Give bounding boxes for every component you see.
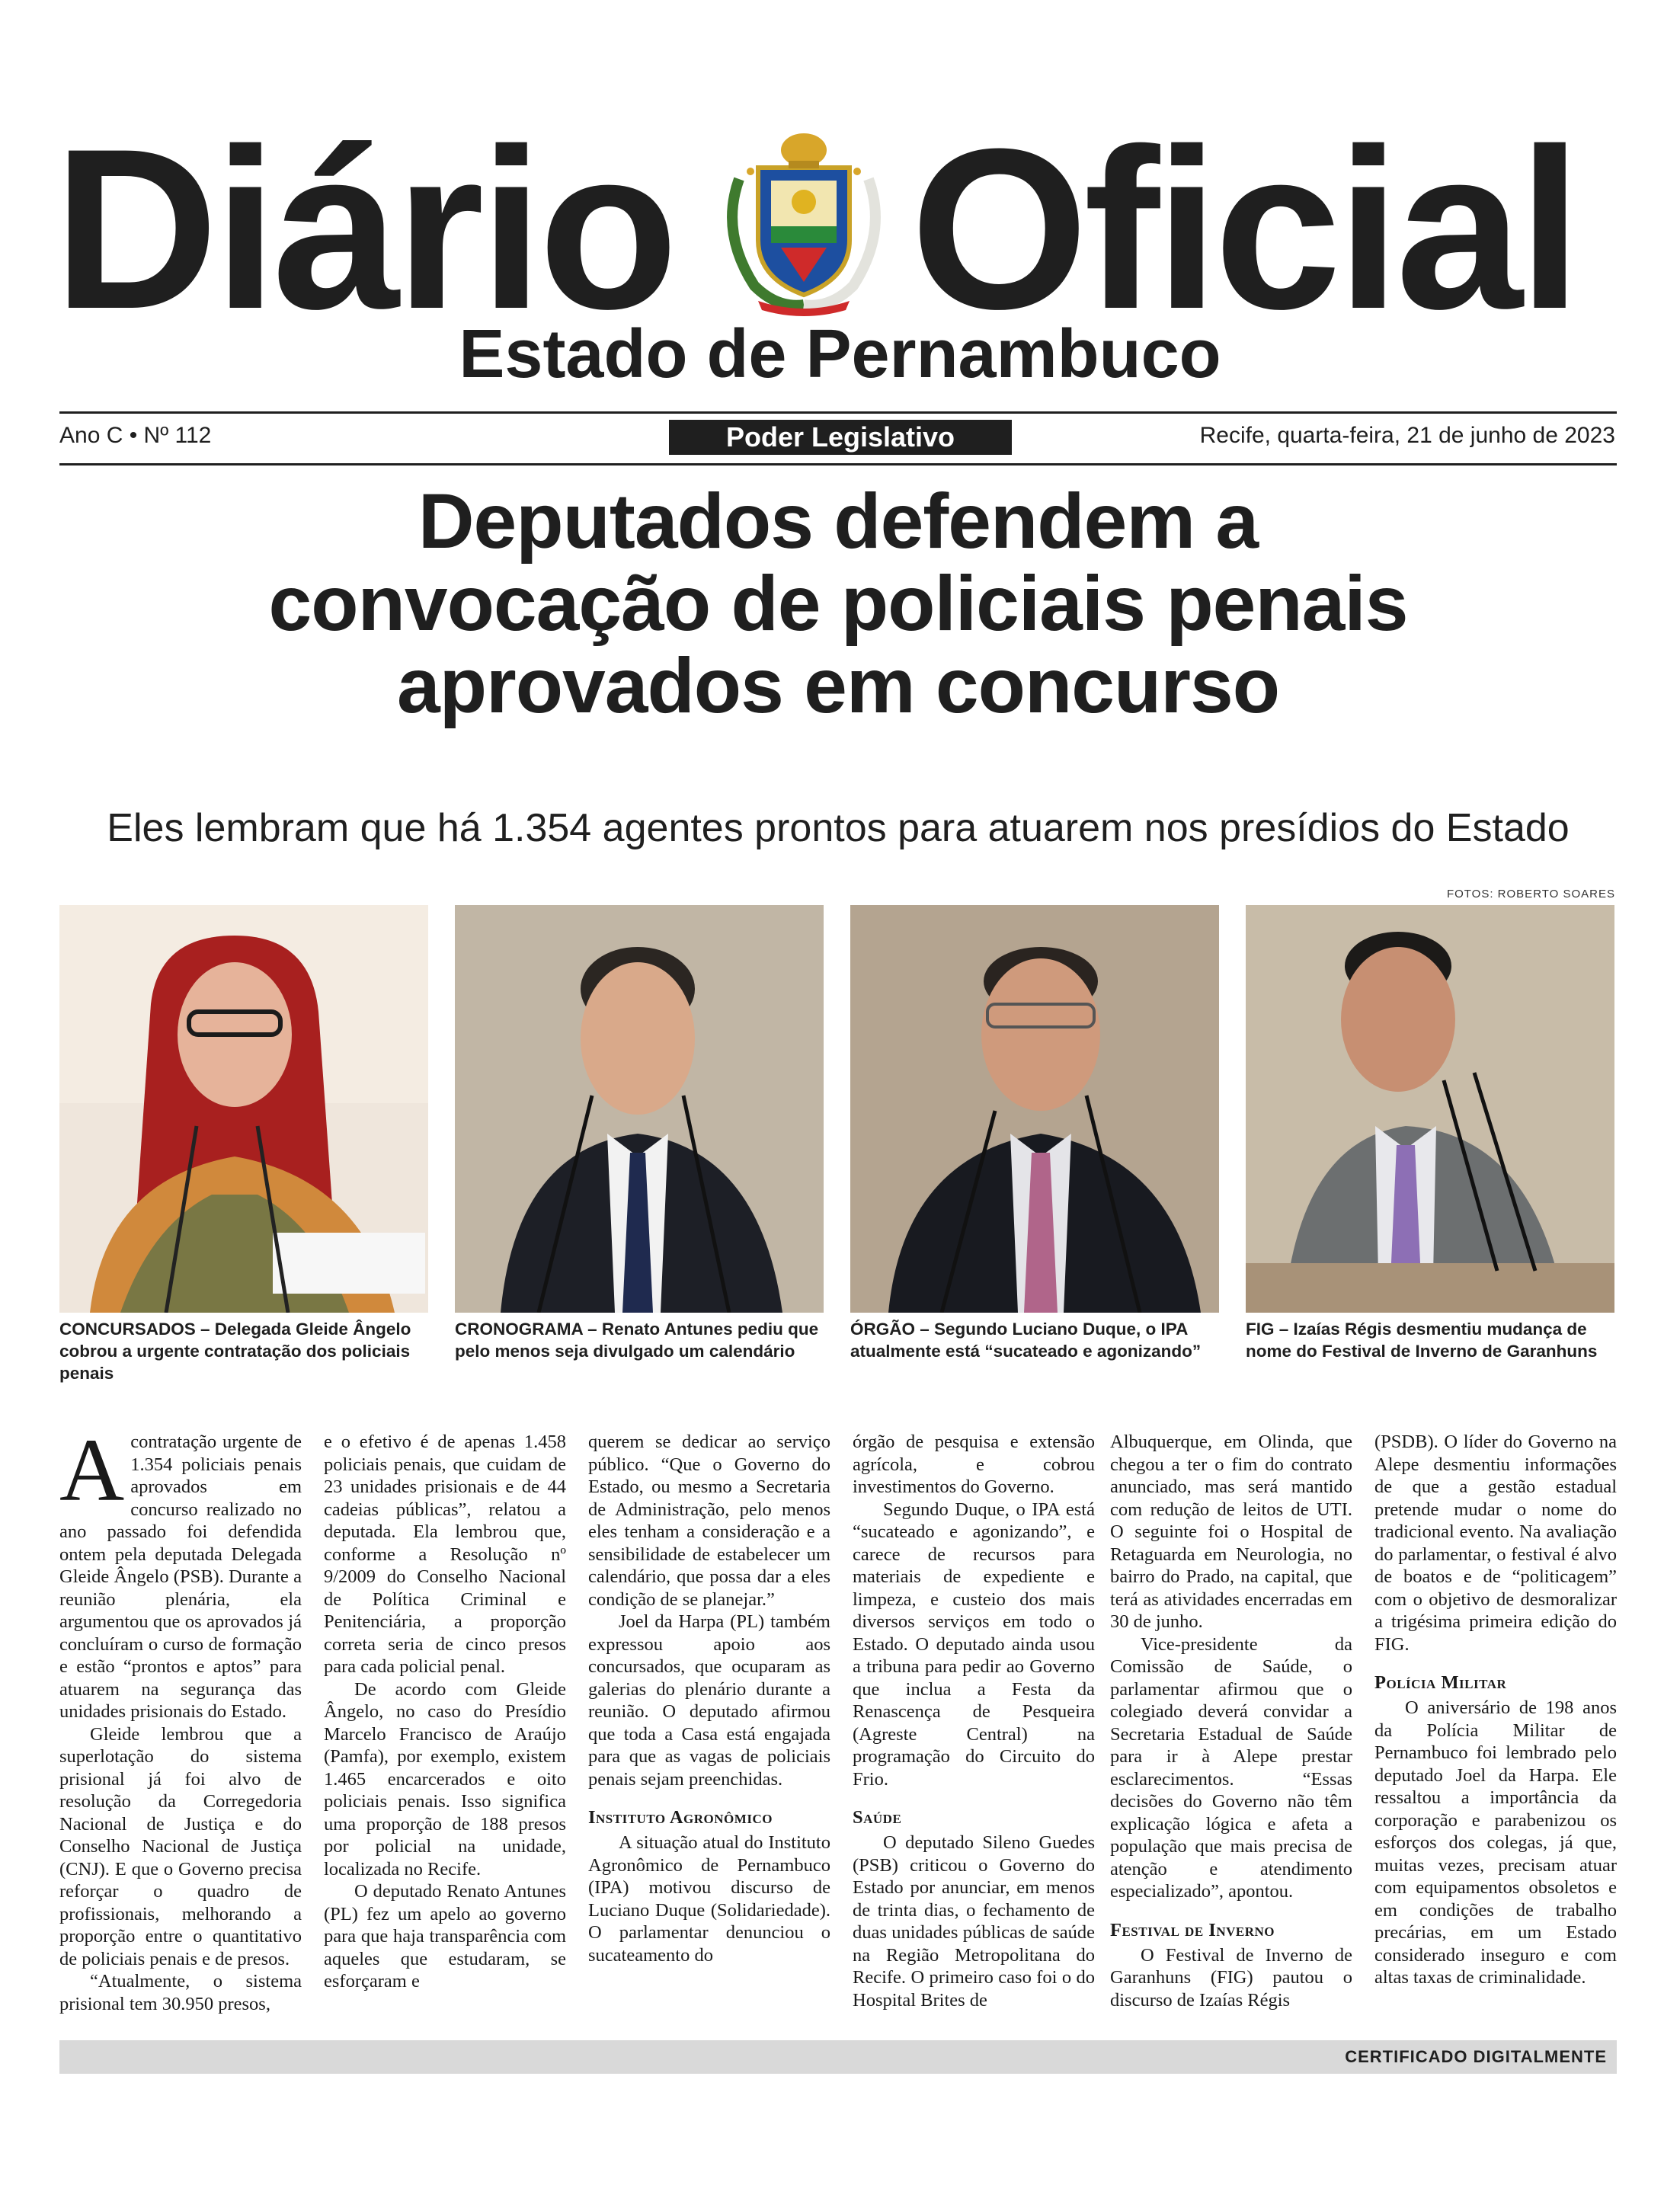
issue-number: Ano C • Nº 112 (59, 423, 212, 448)
headline (59, 480, 1617, 727)
subhead-instituto-agronomico: Instituto Agronômico (588, 1807, 773, 1828)
article-paragraph: Gleide lembrou que a superlotação do sistema prisional já foi alvo de resolução da Corregedoria Nacional de Justiça e do Conselho Nacional de Justiça (CNJ). E que o Governo precisa reforçar o quadro de profissionais, melhorando a proporção entre o quantitativo de policiais penais e de presos. (59, 1723, 302, 1969)
article-paragraph: Segundo Duque, o IPA está “sucateado e agonizando”, e carece de recursos para materiais de expediente e limpeza, e custeio dos mais diversos serviços em todo o Estado. O deputado ainda usou a tribuna para pedir ao Governo que inclua a Festa da Renascença de Pesqueira (Agreste Central) na programação do Circuito do Frio. (853, 1499, 1095, 1790)
masthead-bottom-rule (59, 463, 1617, 465)
headline-deck: Eles lembram que há 1.354 agentes prontos para atuarem nos presídios do Estado (107, 806, 1570, 850)
article-column-5 (1110, 1431, 1352, 2011)
photo-caption: ÓRGÃO – Segundo Luciano Duque, o IPA atualmente está “sucateado e agonizando” (850, 1320, 1202, 1361)
article-paragraph: O deputado Sileno Guedes (PSB) criticou o Governo do Estado por anunciar, em menos de trinta dias, o fechamento de duas unidades públicas de saúde na Região Metropolitana do Recife. O primeiro caso foi o do Hospital Brites de (853, 1832, 1095, 2011)
masthead-top-rule (59, 411, 1617, 414)
article-column-1 (59, 1420, 302, 2015)
section-badge: Poder Legislativo (669, 420, 1012, 455)
subhead-festival-de-inverno: Festival de Inverno (1110, 1919, 1275, 1940)
article-paragraph: Albuquerque, em Olinda, que chegou a ter o fim do contrato anunciado, mas será mantido com redução de leitos de UTI. O seguinte foi o Hospital de Retaguarda em Neurologia, no bairro do Prado, na capital, que terá as atividades encerradas em 30 de junho. (1110, 1432, 1352, 1632)
photo-izaias-regis (1246, 905, 1614, 1313)
article-paragraph: Joel da Harpa (PL) também expressou apoio aos concursados, que ocuparam as galerias do plenário durante a reunião. O deputado afirmou que toda a Casa está engajada para que as vagas de policiais penais sejam preenchidas. (588, 1611, 830, 1790)
article-paragraph: Vice-presidente da Comissão de Saúde, o parlamentar afirmou que o colegiado deverá convidar a Secretaria Estadual de Saúde para ir à Alepe prestar esclarecimentos. “Essas decisões do Governo não têm explicação lógica e afeta a população que mais precisa de atenção e atendimento especializado”, apontou. (1110, 1633, 1352, 1902)
pernambuco-crest-icon (716, 126, 891, 316)
article-column-3 (588, 1431, 830, 1966)
article-paragraph: contratação urgente de 1.354 policiais penais aprovados em concurso realizado no ano passado foi defendida ontem pela deputada Delegada Gleide Ângelo (PSB). Durante a reunião plenária, ela argumentou que os aprovados já concluíram o curso de formação e estão “prontos e aptos” para atuarem na segurança das unidades prisionais do Estado. (59, 1432, 302, 1722)
issue-date: Recife, quarta-feira, 21 de junho de 2023 (1199, 423, 1615, 448)
masthead-subtitle: Estado de Pernambuco (459, 316, 1221, 392)
photo-caption: CONCURSADOS – Delegada Gleide Ângelo cobrou a urgente contratação dos policiais penais (59, 1320, 411, 1383)
photo-credit: FOTOS: ROBERTO SOARES (1446, 888, 1615, 901)
article-column-2 (324, 1431, 566, 1993)
article-paragraph: (PSDB). O líder do Governo na Alepe desmentiu informações de que a gestão estadual pretende mudar o nome do tradicional evento. Na avaliação do parlamentar, o festival é alvo de boatos e de “politicagem” com o objetivo de desmoralizar a trigésima primeira edição do FIG. (1374, 1432, 1617, 1655)
subhead-policia-militar: Polícia Militar (1374, 1672, 1507, 1693)
photo-luciano-duque (850, 905, 1219, 1313)
headline-line: Deputados defendem a (418, 478, 1259, 565)
article-paragraph: órgão de pesquisa e extensão agrícola, e cobrou investimentos do Governo. (853, 1432, 1095, 1497)
article-paragraph: “Atualmente, o sistema prisional tem 30.950 presos, (59, 1971, 302, 2014)
certified-digitally-label: CERTIFICADO DIGITALMENTE (1345, 2047, 1607, 2066)
article-paragraph: O deputado Renato Antunes (PL) fez um apelo ao governo para que haja transparência com aqueles que estudaram, se esforçaram e (324, 1881, 566, 1991)
headline-line: convocação de policiais penais (268, 560, 1408, 647)
photo-caption: FIG – Izaías Régis desmentiu mudança de nome do Festival de Inverno de Garanhuns (1246, 1320, 1598, 1361)
photo-gleide-angelo (59, 905, 428, 1313)
drop-cap: A (59, 1420, 125, 1520)
article-column-6 (1374, 1431, 1617, 1989)
article-paragraph: O aniversário de 198 anos da Polícia Militar de Pernambuco foi lembrado pelo deputado Joel da Harpa. Ele ressaltou a importância da corporação e parabenizou os esforços dos colegas, já que, muitas vezes, precisam atuar com equipamentos obsoletos e em condições de trabalho precárias, em um Estado considerado inseguro e com altas taxas de criminalidade. (1374, 1697, 1617, 1988)
article-paragraph: e o efetivo é de apenas 1.458 policiais penais, que cuidam de 23 unidades prisionais e de 44 cadeias públicas”, relatou a deputada. Ela lembrou que, conforme a Resolução nº 9/2009 do Conselho Nacional de Política Criminal e Penitenciária, a proporção correta seria de cinco presos para cada policial penal. (324, 1432, 566, 1677)
article-paragraph: A situação atual do Instituto Agronômico de Pernambuco (IPA) motivou discurso de Luciano Duque (Solidariedade). O parlamentar denunciou o sucateamento do (588, 1832, 830, 1966)
masthead-title-right: Oficial (910, 101, 1577, 357)
subhead-saude: Saúde (853, 1807, 902, 1828)
article-paragraph: De acordo com Gleide Ângelo, no caso do Presídio Marcelo Francisco de Araújo (Pamfa), por exemplo, existem 1.465 encarcerados e oito policiais penais. Isso significa uma proporção de 188 presos por policial na unidade, localizada no Recife. (324, 1678, 566, 1879)
photo-caption: CRONOGRAMA – Renato Antunes pediu que pelo menos seja divulgado um calendário (455, 1320, 819, 1361)
article-paragraph: O Festival de Inverno de Garanhuns (FIG) pautou o discurso de Izaías Régis (1110, 1944, 1352, 2011)
article-column-4 (853, 1431, 1095, 2011)
photo-renato-antunes (455, 905, 824, 1313)
article-paragraph: querem se dedicar ao serviço público. “Que o Governo do Estado, ou mesmo a Secretaria de Administração, pelo menos eles tenham a consideração e a sensibilidade de estabelecer um calendário, que possa dar a eles condição de se planejar.” (588, 1432, 830, 1610)
headline-line: aprovados em concurso (396, 642, 1280, 729)
masthead-title-left: Diário (53, 101, 674, 357)
